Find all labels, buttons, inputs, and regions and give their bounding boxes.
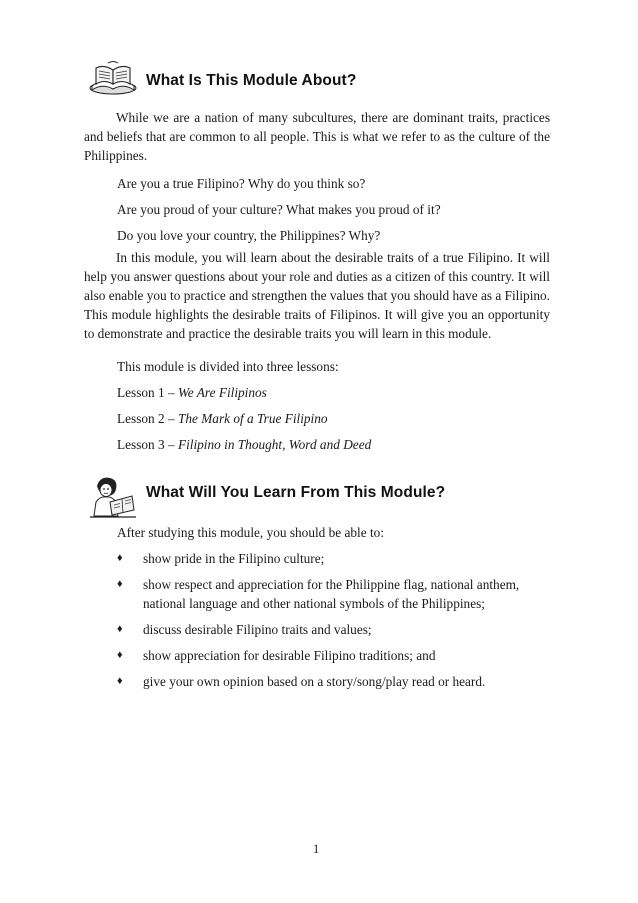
lesson-label: Lesson 2 –	[117, 411, 175, 426]
lesson-label: Lesson 1 –	[117, 385, 175, 400]
objective-text: show appreciation for desirable Filipino traditions; and	[143, 648, 436, 663]
paragraph-intro: While we are a nation of many subcultures, there are dominant traits, practices and beliefs that are common to all people. This is what we refer to as the culture of the Philippines.	[84, 110, 550, 163]
diamond-bullet-icon: ♦	[117, 675, 123, 687]
lesson-item	[117, 409, 328, 428]
learn-intro: After studying this module, you should be able to:	[117, 525, 385, 540]
lesson-label: Lesson 3 –	[117, 437, 175, 452]
lesson-title: Filipino in Thought, Word and Deed	[177, 437, 372, 452]
section-heading-about: What Is This Module About?	[146, 72, 357, 89]
objective-text: discuss desirable Filipino traits and values;	[143, 622, 372, 637]
objective-text: show pride in the Filipino culture;	[143, 551, 325, 566]
lesson-item	[117, 383, 267, 402]
lesson-item	[117, 435, 371, 454]
objective-text: give your own opinion based on a story/song/play read or heard.	[143, 674, 486, 689]
open-book-icon	[88, 60, 138, 96]
lesson-title: We Are Filipinos	[177, 385, 267, 400]
diamond-bullet-icon: ♦	[117, 552, 123, 564]
paragraph-module-overview: In this module, you will learn about the desirable traits of a true Filipino. It will help you answer questions about your role and duties as a citizen of this country. It will also enable you to practice and strengthen the values that you should have as a Filipino. This module highlights the desirable traits of Filipinos. It will give you an opportunity to demonstrate and practice the desirable traits you will learn in this module.	[84, 250, 551, 341]
student-reading-icon	[88, 474, 138, 518]
paragraph-question-2: Are you proud of your culture? What makes you proud of it?	[117, 202, 441, 217]
page-number: 1	[313, 842, 320, 856]
diamond-bullet-icon: ♦	[117, 623, 123, 635]
objective-text: show respect and appreciation for the Philippine flag, national anthem, national language and other national symbols of the Philippines;	[143, 577, 520, 611]
section-heading-learn: What Will You Learn From This Module?	[146, 484, 446, 501]
diamond-bullet-icon: ♦	[117, 649, 123, 661]
diamond-bullet-icon: ♦	[117, 578, 123, 590]
paragraph-question-3: Do you love your country, the Philippines? Why?	[117, 228, 381, 243]
lesson-title: The Mark of a True Filipino	[177, 411, 328, 426]
paragraph-question-1: Are you a true Filipino? Why do you think so?	[117, 176, 366, 191]
paragraph-lessons-intro: This module is divided into three lessons:	[117, 359, 339, 374]
